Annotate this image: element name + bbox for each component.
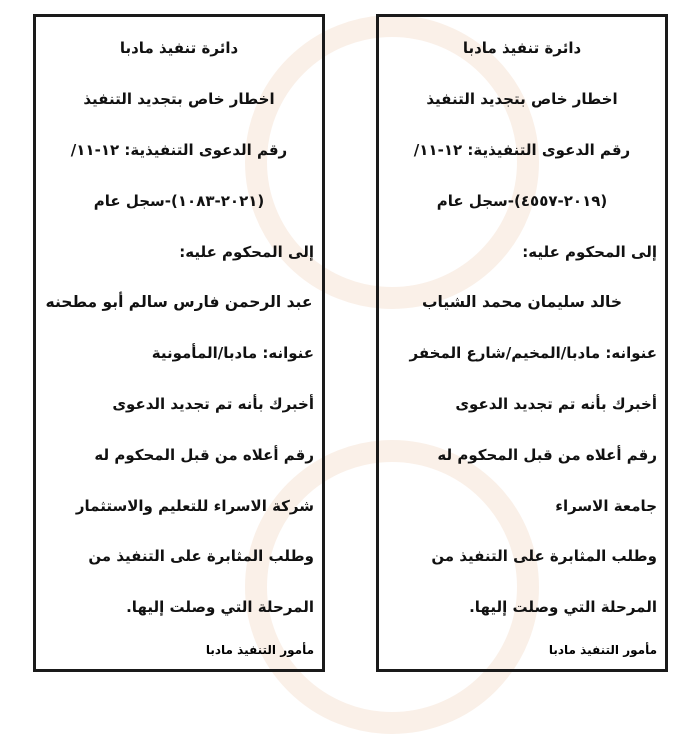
debtor-name: عبد الرحمن فارس سالم أبو مطحنه	[45, 293, 313, 312]
body-text: أخبرك بأنه تم تجديد الدعوى	[112, 394, 314, 413]
department-name: دائرة تنفيذ مادبا	[119, 39, 239, 58]
body-text: المرحلة التي وصلت إليها.	[469, 598, 657, 617]
creditor-name: شركة الاسراء للتعليم والاستثمار	[75, 496, 314, 515]
body-text: وطلب المثابرة على التنفيذ من	[88, 547, 314, 566]
debtor-address: عنوانه: مادبا/المأمونية	[151, 344, 314, 363]
case-number-line: (٢٠٢١-١٠٨٣)-سجل عام	[93, 191, 265, 210]
case-number-line: (٢٠١٩-٤٥٥٧)-سجل عام	[436, 191, 608, 210]
body-text: المرحلة التي وصلت إليها.	[126, 598, 314, 617]
signature: مأمور التنفيذ مادبا	[205, 643, 314, 657]
recipient-label: إلى المحكوم عليه:	[179, 242, 314, 261]
case-number-line: رقم الدعوى التنفيذية: ١٢-١١/	[70, 140, 288, 159]
signature: مأمور التنفيذ مادبا	[548, 643, 657, 657]
body-text: وطلب المثابرة على التنفيذ من	[431, 547, 657, 566]
debtor-address: عنوانه: مادبا/المخيم/شارع المخفر	[409, 344, 657, 363]
notice-right	[376, 14, 668, 672]
notice-title: اخطار خاص بتجديد التنفيذ	[83, 90, 275, 109]
notice-title: اخطار خاص بتجديد التنفيذ	[426, 90, 618, 109]
debtor-name: خالد سليمان محمد الشياب	[421, 293, 623, 312]
body-text: أخبرك بأنه تم تجديد الدعوى	[455, 394, 657, 413]
body-text: رقم أعلاه من قبل المحكوم له	[94, 445, 314, 464]
case-number-line: رقم الدعوى التنفيذية: ١٢-١١/	[413, 140, 631, 159]
body-text: رقم أعلاه من قبل المحكوم له	[437, 445, 657, 464]
recipient-label: إلى المحكوم عليه:	[522, 242, 657, 261]
notice-left	[33, 14, 325, 672]
creditor-name: جامعة الاسراء	[555, 496, 657, 515]
department-name: دائرة تنفيذ مادبا	[462, 39, 582, 58]
